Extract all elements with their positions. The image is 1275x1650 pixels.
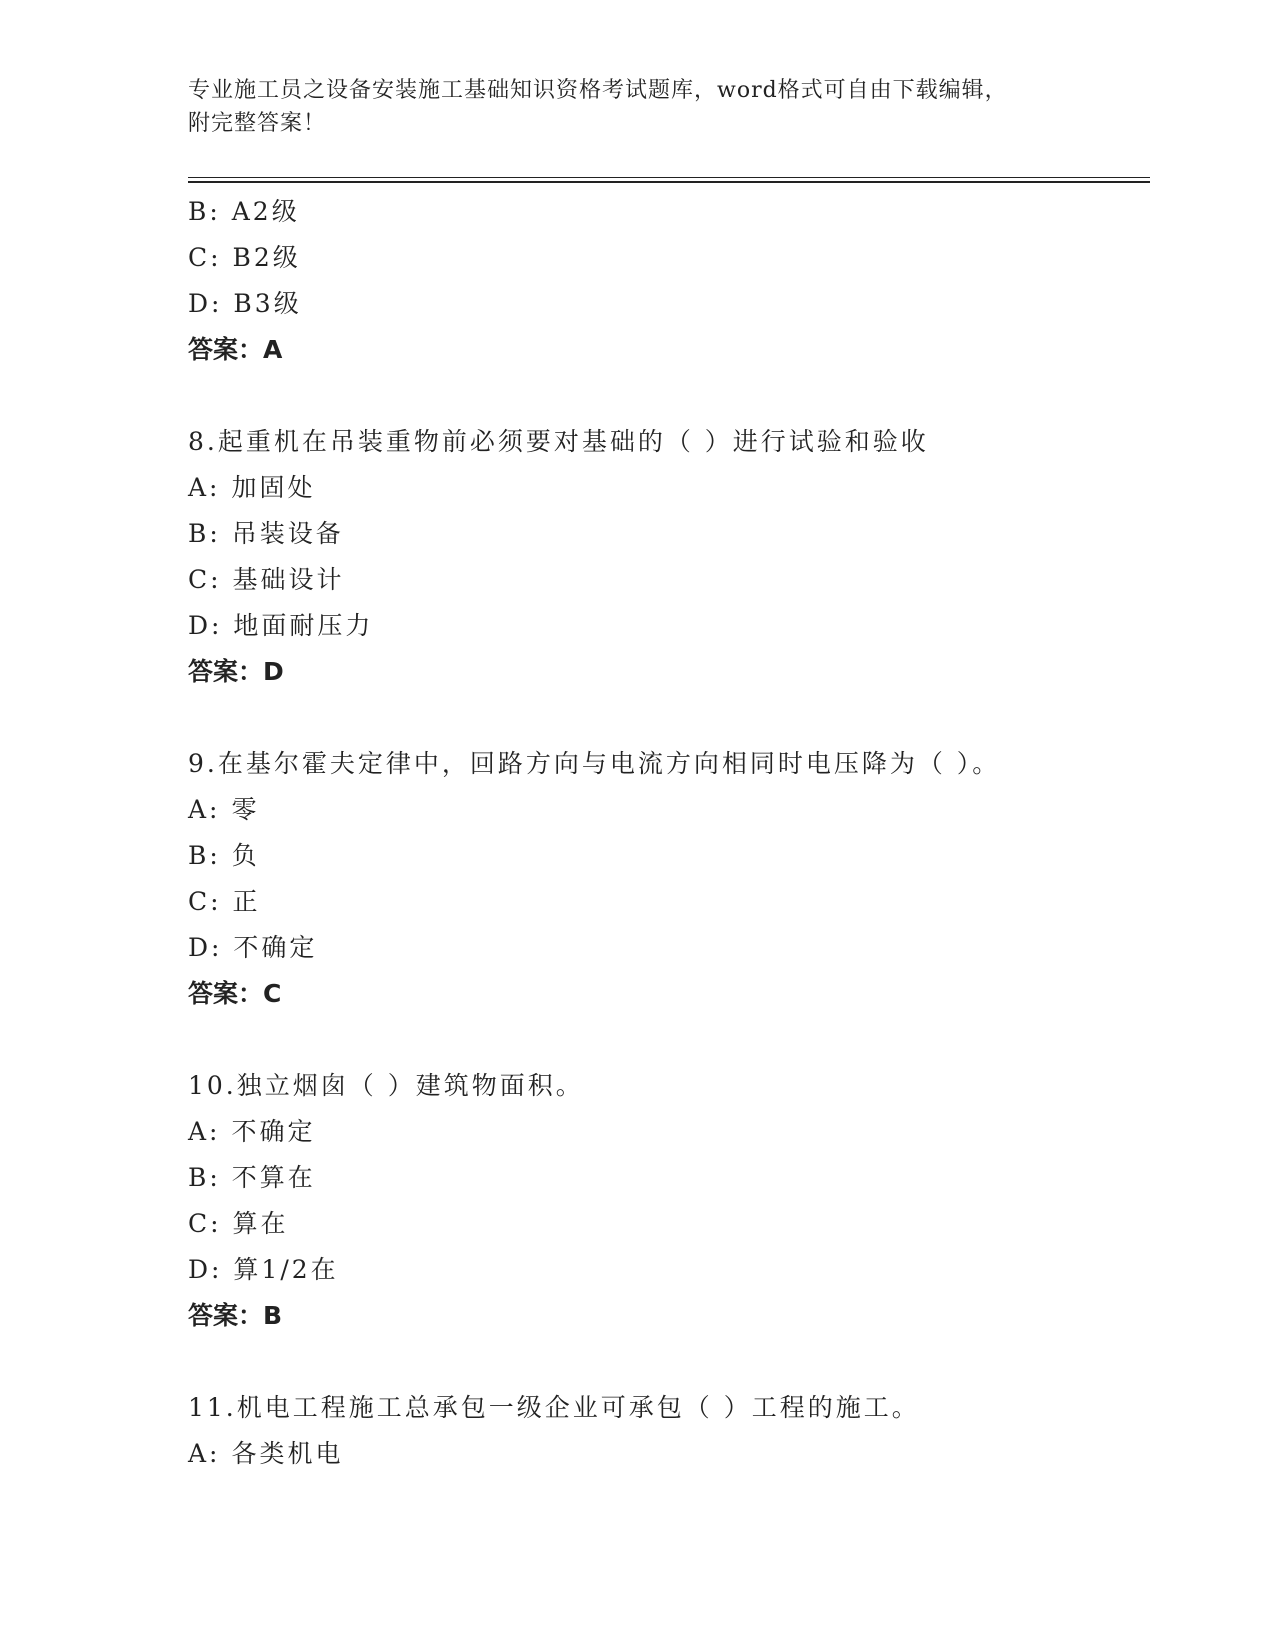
question-stem: 10.独立烟囱（ ）建筑物面积。: [188, 1071, 584, 1100]
option-b: [188, 511, 1148, 557]
option-label: C:: [188, 1209, 222, 1238]
answer-line: 答案：B: [188, 1301, 283, 1330]
option-label: A:: [188, 795, 221, 824]
option-b: [188, 189, 1148, 235]
option-d: [188, 1247, 1148, 1293]
option-label: B:: [188, 841, 221, 870]
option-label: C:: [188, 243, 222, 272]
option-c: [188, 557, 1148, 603]
option-label: A:: [188, 1439, 221, 1468]
document-header: [188, 74, 1088, 140]
option-label: D:: [188, 1255, 223, 1284]
header-divider-thin: [188, 177, 1150, 178]
option-a: [188, 465, 1148, 511]
option-c: [188, 235, 1148, 281]
question-9: [188, 741, 1148, 1017]
option-label: A:: [188, 1117, 221, 1146]
answer-line: 答案：C: [188, 979, 282, 1008]
option-label: A:: [188, 473, 221, 502]
option-label: B:: [188, 519, 221, 548]
header-divider-thick: [188, 181, 1150, 183]
option-text: B2级: [232, 243, 301, 272]
spacer: [188, 1017, 1148, 1063]
option-a: [188, 787, 1148, 833]
option-label: C:: [188, 565, 222, 594]
question-8: [188, 419, 1148, 695]
header-line-1: 专业施工员之设备安装施工基础知识资格考试题库，word格式可自由下载编辑，: [188, 78, 1008, 103]
header-line-2: 附完整答案！: [188, 111, 327, 136]
option-c: [188, 1201, 1148, 1247]
option-text: 算在: [232, 1209, 289, 1238]
option-text: A2级: [231, 197, 300, 226]
option-text: 零: [231, 795, 260, 824]
option-d: [188, 281, 1148, 327]
answer-line: 答案：D: [188, 657, 284, 686]
question-stem: 11.机电工程施工总承包一级企业可承包（ ）工程的施工。: [188, 1393, 920, 1422]
option-text: 算1/2在: [233, 1255, 339, 1284]
question-stem: 8.起重机在吊装重物前必须要对基础的（ ）进行试验和验收: [188, 427, 929, 456]
option-d: [188, 925, 1148, 971]
option-text: 各类机电: [231, 1439, 344, 1468]
question-stem: 9.在基尔霍夫定律中，回路方向与电流方向相同时电压降为（ ）。: [188, 749, 1001, 778]
option-label: D:: [188, 611, 223, 640]
option-b: [188, 833, 1148, 879]
option-label: D:: [188, 933, 223, 962]
option-text: 地面耐压力: [233, 611, 374, 640]
option-text: B3级: [233, 289, 302, 318]
question-11: [188, 1385, 1148, 1477]
option-text: 正: [232, 887, 261, 916]
option-c: [188, 879, 1148, 925]
question-10: [188, 1063, 1148, 1339]
spacer: [188, 1339, 1148, 1385]
spacer: [188, 695, 1148, 741]
option-b: [188, 1155, 1148, 1201]
spacer: [188, 373, 1148, 419]
option-text: 不算在: [231, 1163, 316, 1192]
option-label: B:: [188, 1163, 221, 1192]
option-text: 基础设计: [232, 565, 345, 594]
question-list: [188, 189, 1148, 1477]
option-a: [188, 1109, 1148, 1155]
option-text: 吊装设备: [231, 519, 344, 548]
answer-line: 答案：A: [188, 335, 283, 364]
option-text: 不确定: [233, 933, 318, 962]
option-label: D:: [188, 289, 223, 318]
option-label: B:: [188, 197, 221, 226]
option-text: 加固处: [231, 473, 316, 502]
question-7-continued: [188, 189, 1148, 373]
option-label: C:: [188, 887, 222, 916]
option-a: [188, 1431, 1148, 1477]
option-d: [188, 603, 1148, 649]
option-text: 不确定: [231, 1117, 316, 1146]
option-text: 负: [231, 841, 260, 870]
